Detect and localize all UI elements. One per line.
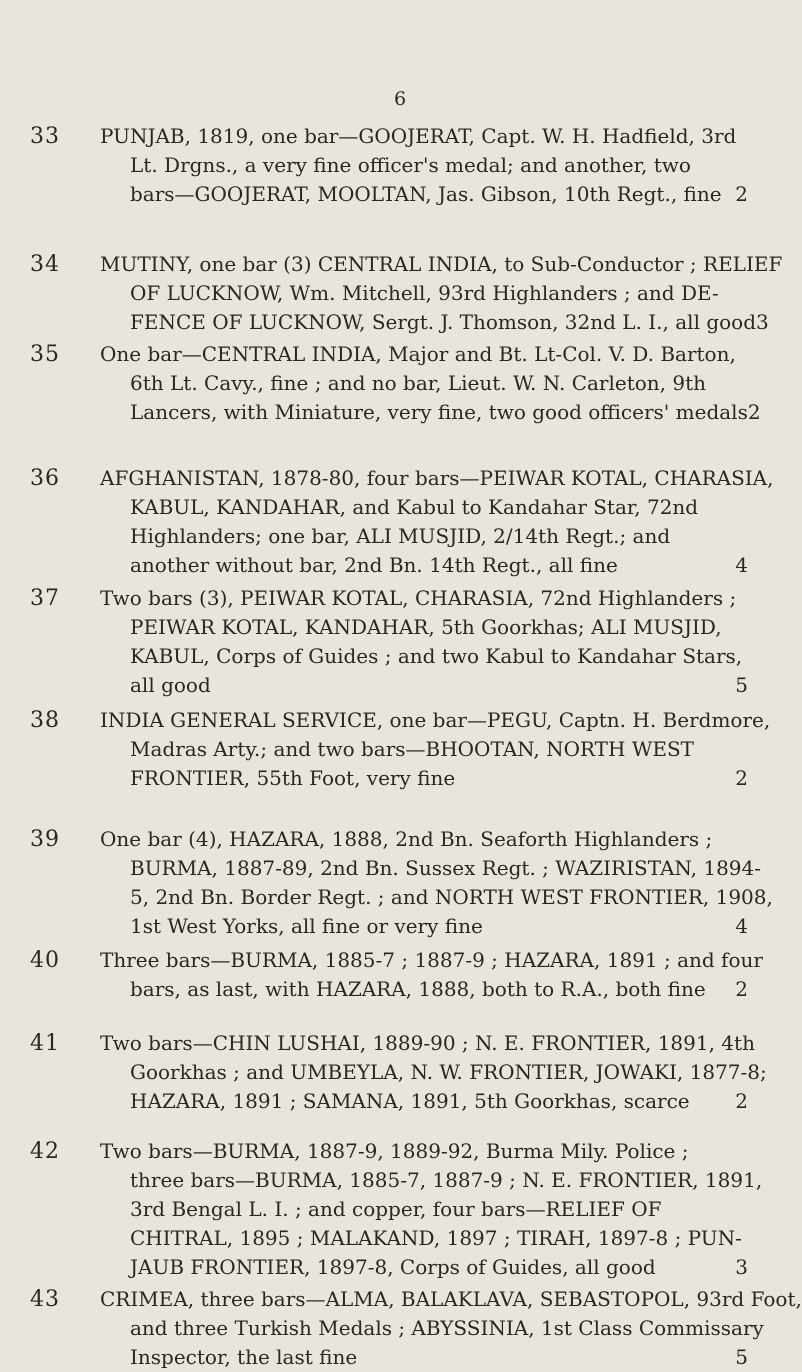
description-line [100,671,760,700]
lot-quantity: 3 [735,1255,748,1279]
lot-description [100,122,760,209]
description-line: PEIWAR KOTAL, KANDAHAR, 5th Goorkhas; ALI MUSJID, [130,615,722,639]
description-line [100,551,760,580]
lot-description [100,825,773,941]
lot-quantity: 2 [735,766,748,790]
description-line: KABUL, Corps of Guides ; and two Kabul to Kandahar Stars, [130,644,743,668]
description-text: bars, as last, with HAZARA, 1888, both to R.A., both fine [130,977,706,1001]
lot-description [100,250,783,337]
description-text: FRONTIER, 55th Foot, very fine [130,766,456,790]
description-line: One bar (4), HAZARA, 1888, 2nd Bn. Seaforth Highlanders ; [100,827,713,851]
description-text: Inspector, the last fine [130,1345,358,1369]
description-line: Highlanders; one bar, ALI MUSJID, 2/14th Regt.; and [130,524,671,548]
lot-quantity: 5 [735,1345,748,1369]
description-line: CHITRAL, 1895 ; MALAKAND, 1897 ; TIRAH, 1897-8 ; PUN- [130,1226,742,1250]
lot-quantity: 3 [756,310,769,334]
description-line [100,1253,760,1282]
description-line: AFGHANISTAN, 1878-80, four bars—PEIWAR KOTAL, CHARASIA, [100,466,774,490]
lot-quantity: 2 [735,1089,748,1113]
description-line: Two bars—BURMA, 1887-9, 1889-92, Burma Mily. Police ; [100,1139,689,1163]
description-line [100,308,769,337]
description-line: One bar—CENTRAL INDIA, Major and Bt. Lt-Col. V. D. Barton, [100,342,736,366]
lot-number: 41 [30,1031,60,1056]
lot-description [100,706,771,793]
lot-description [100,1029,767,1116]
description-line [100,912,760,941]
description-line: OF LUCKNOW, Wm. Mitchell, 93rd Highlanders ; and DE- [130,281,719,305]
description-text: all good [130,673,211,697]
lot-description [100,946,763,1004]
lot-description [100,1137,763,1282]
description-line: INDIA GENERAL SERVICE, one bar—PEGU, Captn. H. Berdmore, [100,708,771,732]
lot-quantity: 4 [735,553,748,577]
description-line [100,180,760,209]
description-line: CRIMEA, three bars—ALMA, BALAKLAVA, SEBASTOPOL, 93rd Foot, [100,1287,802,1311]
description-text: bars—GOOJERAT, MOOLTAN, Jas. Gibson, 10th Regt., fine [130,182,722,206]
lot-quantity: 2 [735,182,748,206]
description-line: Three bars—BURMA, 1885-7 ; 1887-9 ; HAZARA, 1891 ; and four [100,948,763,972]
description-line: MUTINY, one bar (3) CENTRAL INDIA, to Sub-Conductor ; RELIEF [100,252,783,276]
description-line: 3rd Bengal L. I. ; and copper, four bars—RELIEF OF [130,1197,662,1221]
description-line: 5, 2nd Bn. Border Regt. ; and NORTH WEST FRONTIER, 1908, [130,885,773,909]
lot-number: 35 [30,342,60,367]
description-line: and three Turkish Medals ; ABYSSINIA, 1st Class Commissary [130,1316,764,1340]
lot-quantity: 4 [735,914,748,938]
lot-quantity: 5 [735,673,748,697]
page-number: 6 [393,88,407,110]
lot-number: 43 [30,1287,60,1312]
lot-quantity: 2 [735,977,748,1001]
lot-description [100,584,760,700]
lot-number: 36 [30,466,60,491]
description-line: Two bars (3), PEIWAR KOTAL, CHARASIA, 72nd Highlanders ; [100,586,737,610]
description-line: Goorkhas ; and UMBEYLA, N. W. FRONTIER, JOWAKI, 1877-8; [130,1060,767,1084]
description-line: PUNJAB, 1819, one bar—GOOJERAT, Capt. W. H. Hadfield, 3rd [100,124,737,148]
lot-description [100,464,774,580]
description-line: KABUL, KANDAHAR, and Kabul to Kandahar Star, 72nd [130,495,699,519]
lot-quantity: 2 [747,400,761,424]
description-line [100,1087,760,1116]
lot-number: 38 [30,708,60,733]
description-line [100,975,760,1004]
description-text: JAUB FRONTIER, 1897-8, Corps of Guides, all good [130,1255,656,1279]
description-text: another without bar, 2nd Bn. 14th Regt., all fine [130,553,618,577]
description-text: HAZARA, 1891 ; SAMANA, 1891, 5th Goorkhas, scarce [130,1089,690,1113]
lot-description [100,340,760,427]
description-line [100,764,760,793]
description-line: Two bars—CHIN LUSHAI, 1889-90 ; N. E. FRONTIER, 1891, 4th [100,1031,755,1055]
description-line: Lt. Drgns., a very fine officer's medal; and another, two [130,153,691,177]
lot-number: 33 [30,124,60,149]
description-line: Madras Arty.; and two bars—BHOOTAN, NORTH WEST [130,737,695,761]
lot-number: 39 [30,827,60,852]
description-text: 1st West Yorks, all fine or very fine [130,914,483,938]
description-line: 6th Lt. Cavy., fine ; and no bar, Lieut. W. N. Carleton, 9th [130,371,707,395]
description-line [100,398,760,427]
lot-number: 42 [30,1139,60,1164]
description-text: FENCE OF LUCKNOW, Sergt. J. Thomson, 32nd L. I., all good [130,310,757,334]
lot-number: 34 [30,252,60,277]
description-line [100,1343,760,1372]
description-line: three bars—BURMA, 1885-7, 1887-9 ; N. E. FRONTIER, 1891, [130,1168,763,1192]
lot-description [100,1285,802,1372]
lot-number: 37 [30,586,60,611]
description-text: Lancers, with Miniature, very fine, two good officers' medals [130,400,748,424]
description-line: BURMA, 1887-89, 2nd Bn. Sussex Regt. ; WAZIRISTAN, 1894- [130,856,761,880]
lot-number: 40 [30,948,60,973]
